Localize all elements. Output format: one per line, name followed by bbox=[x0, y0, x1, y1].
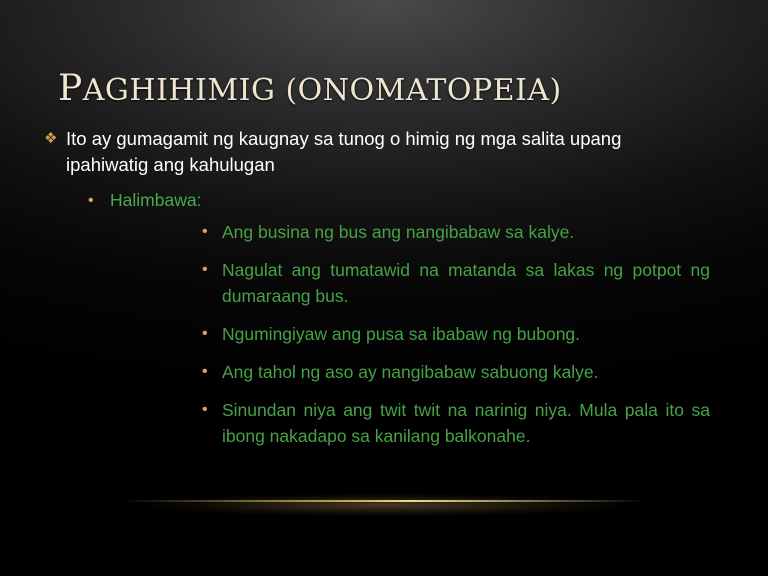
title-drop-cap: P bbox=[58, 68, 83, 109]
dot-bullet-icon: • bbox=[202, 401, 208, 418]
level1-text: Ito ay gumagamit ng kaugnay sa tunog o himig ng mga salita upang ipahiwatig ang kahulugan bbox=[66, 128, 622, 175]
example-text: Nagulat ang tumatawid na matanda sa lakas ng potpot ng dumaraang bus. bbox=[222, 260, 710, 306]
example-text: Sinundan niya ang twit twit na narinig niya. Mula pala ito sa ibong nakadapo sa kanilang balkonahe. bbox=[222, 400, 710, 446]
dot-bullet-icon: • bbox=[202, 363, 208, 380]
list-item bbox=[202, 359, 734, 385]
level2-text: Halimbawa: bbox=[110, 190, 202, 210]
diamond-bullet-icon: ❖ bbox=[44, 130, 58, 147]
slide-title-container bbox=[58, 68, 718, 109]
example-text: Ngumingiyaw ang pusa sa ibabaw ng bubong. bbox=[222, 324, 581, 344]
slide-body bbox=[44, 126, 734, 461]
accent-divider bbox=[120, 500, 648, 502]
example-list bbox=[202, 219, 734, 449]
list-item bbox=[202, 397, 734, 449]
bullet-item-level1 bbox=[44, 126, 734, 178]
dot-bullet-icon: • bbox=[202, 325, 208, 342]
dot-bullet-icon: • bbox=[88, 192, 94, 209]
title-text: AGHIHIMIG (ONOMATOPEIA) bbox=[82, 73, 562, 108]
list-item bbox=[202, 219, 734, 245]
bullet-item-level2 bbox=[88, 188, 734, 213]
dot-bullet-icon: • bbox=[202, 223, 208, 240]
accent-line-glow bbox=[150, 494, 620, 516]
list-item bbox=[202, 257, 734, 309]
page-title bbox=[58, 68, 718, 109]
dot-bullet-icon: • bbox=[202, 261, 208, 278]
example-text: Ang tahol ng aso ay nangibabaw sabuong kalye. bbox=[222, 362, 599, 382]
example-text: Ang busina ng bus ang nangibabaw sa kalye. bbox=[222, 222, 575, 242]
list-item bbox=[202, 321, 734, 347]
